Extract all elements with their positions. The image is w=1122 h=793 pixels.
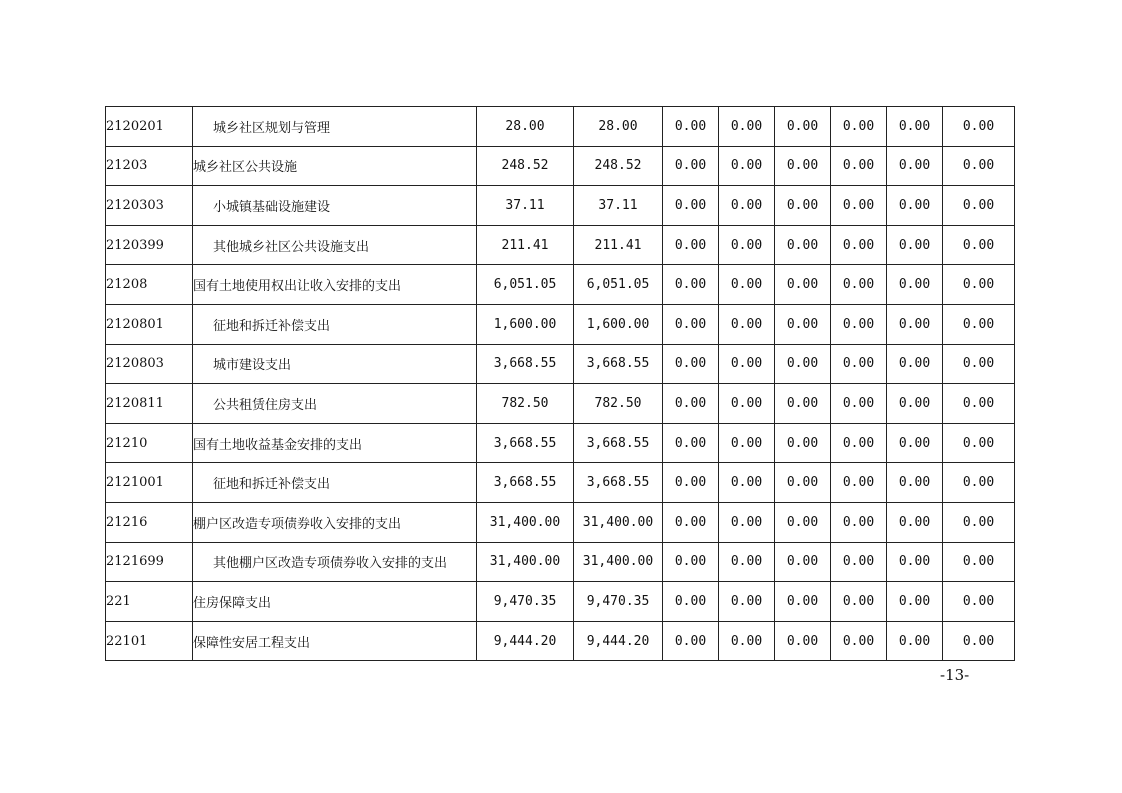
amount-base-cell: 31,400.00 (574, 542, 663, 582)
amount-other-cell: 0.00 (719, 542, 775, 582)
amount-other-cell: 0.00 (719, 423, 775, 463)
amount-other-cell: 0.00 (663, 107, 719, 147)
amount-total-cell: 782.50 (477, 384, 574, 424)
amount-other-cell: 0.00 (887, 542, 943, 582)
budget-table (105, 106, 1015, 661)
subject-code-cell: 2120201 (106, 107, 193, 147)
amount-other-cell: 0.00 (887, 146, 943, 186)
amount-other-cell: 0.00 (831, 502, 887, 542)
amount-other-cell: 0.00 (719, 502, 775, 542)
subject-code-cell: 2120303 (106, 186, 193, 226)
amount-base-cell: 248.52 (574, 146, 663, 186)
amount-other-cell: 0.00 (943, 502, 1015, 542)
amount-other-cell: 0.00 (719, 582, 775, 622)
amount-total-cell: 3,668.55 (477, 344, 574, 384)
amount-other-cell: 0.00 (719, 621, 775, 661)
amount-other-cell: 0.00 (719, 146, 775, 186)
amount-other-cell: 0.00 (943, 621, 1015, 661)
amount-total-cell: 9,444.20 (477, 621, 574, 661)
amount-other-cell: 0.00 (943, 146, 1015, 186)
amount-other-cell: 0.00 (775, 304, 831, 344)
amount-other-cell: 0.00 (663, 582, 719, 622)
amount-total-cell: 31,400.00 (477, 502, 574, 542)
amount-other-cell: 0.00 (887, 621, 943, 661)
amount-total-cell: 6,051.05 (477, 265, 574, 305)
table-row (106, 502, 1015, 542)
amount-other-cell: 0.00 (831, 463, 887, 503)
subject-code-cell: 21203 (106, 146, 193, 186)
amount-other-cell: 0.00 (831, 225, 887, 265)
table-row (106, 107, 1015, 147)
page-number: -13- (940, 666, 970, 684)
amount-other-cell: 0.00 (831, 582, 887, 622)
subject-code-cell: 2120803 (106, 344, 193, 384)
amount-other-cell: 0.00 (831, 304, 887, 344)
amount-other-cell: 0.00 (887, 265, 943, 305)
table-row (106, 463, 1015, 503)
amount-other-cell: 0.00 (775, 502, 831, 542)
table-row (106, 423, 1015, 463)
amount-other-cell: 0.00 (887, 344, 943, 384)
subject-code-cell: 22101 (106, 621, 193, 661)
subject-code-cell: 2120811 (106, 384, 193, 424)
table-row (106, 146, 1015, 186)
table-row (106, 265, 1015, 305)
amount-other-cell: 0.00 (887, 225, 943, 265)
amount-other-cell: 0.00 (943, 186, 1015, 226)
amount-other-cell: 0.00 (831, 621, 887, 661)
subject-code-cell: 221 (106, 582, 193, 622)
amount-other-cell: 0.00 (943, 304, 1015, 344)
amount-total-cell: 1,600.00 (477, 304, 574, 344)
amount-other-cell: 0.00 (775, 542, 831, 582)
amount-other-cell: 0.00 (775, 423, 831, 463)
amount-other-cell: 0.00 (831, 384, 887, 424)
amount-base-cell: 9,470.35 (574, 582, 663, 622)
amount-other-cell: 0.00 (663, 225, 719, 265)
amount-total-cell: 9,470.35 (477, 582, 574, 622)
subject-code-cell: 2121699 (106, 542, 193, 582)
amount-other-cell: 0.00 (775, 621, 831, 661)
amount-other-cell: 0.00 (775, 146, 831, 186)
amount-total-cell: 211.41 (477, 225, 574, 265)
amount-other-cell: 0.00 (719, 463, 775, 503)
table-row (106, 542, 1015, 582)
amount-other-cell: 0.00 (775, 225, 831, 265)
table-row (106, 304, 1015, 344)
subject-name-cell: 住房保障支出 (193, 582, 477, 622)
subject-name-cell: 公共租赁住房支出 (193, 384, 477, 424)
amount-other-cell: 0.00 (887, 384, 943, 424)
amount-other-cell: 0.00 (663, 502, 719, 542)
table-row (106, 384, 1015, 424)
subject-code-cell: 21208 (106, 265, 193, 305)
subject-code-cell: 2121001 (106, 463, 193, 503)
amount-other-cell: 0.00 (663, 265, 719, 305)
subject-name-cell: 小城镇基础设施建设 (193, 186, 477, 226)
amount-other-cell: 0.00 (831, 542, 887, 582)
amount-other-cell: 0.00 (663, 423, 719, 463)
amount-total-cell: 248.52 (477, 146, 574, 186)
amount-other-cell: 0.00 (775, 344, 831, 384)
amount-base-cell: 9,444.20 (574, 621, 663, 661)
amount-base-cell: 3,668.55 (574, 344, 663, 384)
subject-name-cell: 棚户区改造专项债券收入安排的支出 (193, 502, 477, 542)
amount-other-cell: 0.00 (775, 463, 831, 503)
amount-other-cell: 0.00 (943, 265, 1015, 305)
amount-other-cell: 0.00 (775, 582, 831, 622)
amount-other-cell: 0.00 (663, 186, 719, 226)
amount-base-cell: 211.41 (574, 225, 663, 265)
amount-total-cell: 3,668.55 (477, 463, 574, 503)
subject-code-cell: 2120801 (106, 304, 193, 344)
amount-other-cell: 0.00 (887, 304, 943, 344)
subject-code-cell: 21216 (106, 502, 193, 542)
subject-name-cell: 城市建设支出 (193, 344, 477, 384)
amount-other-cell: 0.00 (663, 304, 719, 344)
amount-total-cell: 3,668.55 (477, 423, 574, 463)
amount-other-cell: 0.00 (831, 344, 887, 384)
amount-other-cell: 0.00 (943, 225, 1015, 265)
amount-other-cell: 0.00 (831, 107, 887, 147)
amount-other-cell: 0.00 (943, 542, 1015, 582)
subject-code-cell: 2120399 (106, 225, 193, 265)
table-body (106, 107, 1015, 661)
subject-name-cell: 城乡社区公共设施 (193, 146, 477, 186)
amount-base-cell: 1,600.00 (574, 304, 663, 344)
amount-other-cell: 0.00 (887, 502, 943, 542)
subject-name-cell: 征地和拆迁补偿支出 (193, 463, 477, 503)
amount-other-cell: 0.00 (887, 423, 943, 463)
amount-base-cell: 3,668.55 (574, 463, 663, 503)
subject-name-cell: 国有土地使用权出让收入安排的支出 (193, 265, 477, 305)
amount-other-cell: 0.00 (663, 542, 719, 582)
amount-base-cell: 28.00 (574, 107, 663, 147)
amount-other-cell: 0.00 (775, 107, 831, 147)
amount-other-cell: 0.00 (719, 225, 775, 265)
amount-base-cell: 37.11 (574, 186, 663, 226)
subject-name-cell: 征地和拆迁补偿支出 (193, 304, 477, 344)
amount-other-cell: 0.00 (887, 463, 943, 503)
amount-other-cell: 0.00 (831, 265, 887, 305)
subject-name-cell: 其他城乡社区公共设施支出 (193, 225, 477, 265)
amount-other-cell: 0.00 (775, 265, 831, 305)
amount-other-cell: 0.00 (943, 463, 1015, 503)
amount-other-cell: 0.00 (719, 384, 775, 424)
amount-other-cell: 0.00 (831, 186, 887, 226)
table-row (106, 225, 1015, 265)
amount-other-cell: 0.00 (775, 384, 831, 424)
amount-total-cell: 31,400.00 (477, 542, 574, 582)
amount-other-cell: 0.00 (663, 384, 719, 424)
amount-total-cell: 37.11 (477, 186, 574, 226)
amount-other-cell: 0.00 (943, 344, 1015, 384)
amount-other-cell: 0.00 (719, 304, 775, 344)
table-row (106, 621, 1015, 661)
amount-other-cell: 0.00 (663, 621, 719, 661)
amount-other-cell: 0.00 (775, 186, 831, 226)
amount-other-cell: 0.00 (831, 423, 887, 463)
amount-other-cell: 0.00 (943, 384, 1015, 424)
table-row (106, 186, 1015, 226)
amount-other-cell: 0.00 (831, 146, 887, 186)
amount-other-cell: 0.00 (943, 107, 1015, 147)
amount-other-cell: 0.00 (887, 582, 943, 622)
amount-base-cell: 3,668.55 (574, 423, 663, 463)
amount-other-cell: 0.00 (719, 265, 775, 305)
amount-other-cell: 0.00 (943, 582, 1015, 622)
amount-other-cell: 0.00 (719, 186, 775, 226)
amount-other-cell: 0.00 (663, 463, 719, 503)
subject-name-cell: 保障性安居工程支出 (193, 621, 477, 661)
amount-other-cell: 0.00 (887, 107, 943, 147)
amount-base-cell: 6,051.05 (574, 265, 663, 305)
amount-total-cell: 28.00 (477, 107, 574, 147)
table-row (106, 344, 1015, 384)
amount-base-cell: 782.50 (574, 384, 663, 424)
subject-code-cell: 21210 (106, 423, 193, 463)
subject-name-cell: 城乡社区规划与管理 (193, 107, 477, 147)
amount-other-cell: 0.00 (887, 186, 943, 226)
amount-base-cell: 31,400.00 (574, 502, 663, 542)
subject-name-cell: 其他棚户区改造专项债券收入安排的支出 (193, 542, 477, 582)
table-row (106, 582, 1015, 622)
amount-other-cell: 0.00 (719, 344, 775, 384)
amount-other-cell: 0.00 (663, 146, 719, 186)
amount-other-cell: 0.00 (943, 423, 1015, 463)
amount-other-cell: 0.00 (719, 107, 775, 147)
subject-name-cell: 国有土地收益基金安排的支出 (193, 423, 477, 463)
amount-other-cell: 0.00 (663, 344, 719, 384)
